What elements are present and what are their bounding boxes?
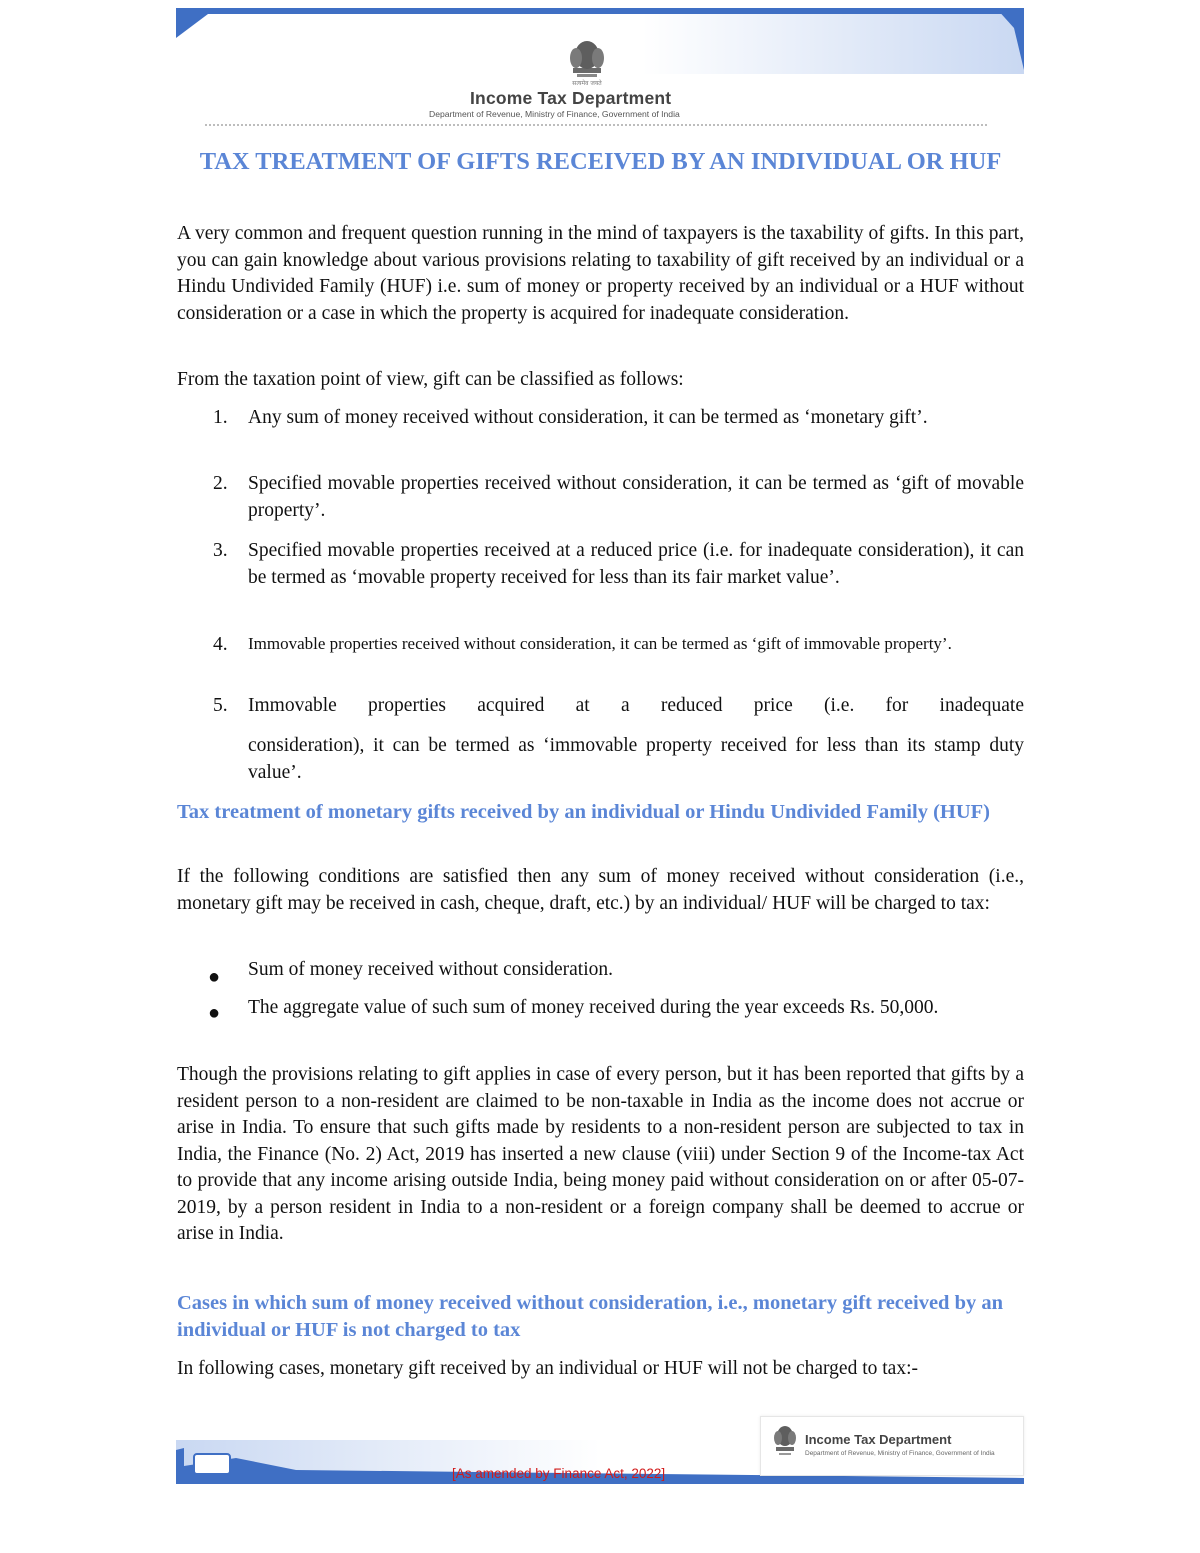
- list-item-continuation: consideration), it can be termed as ‘immovable property received for less than its stamp duty value’.: [248, 735, 1024, 783]
- footer-department-subtitle: Department of Revenue, Ministry of Finance, Government of India: [805, 1450, 995, 1457]
- section-heading-exempt-cases: Cases in which sum of money received without consideration, i.e., monetary gift received by an individual or HUF is not charged to tax: [177, 1292, 1004, 1341]
- section2-paragraph: In following cases, monetary gift received by an individual or HUF will not be charged to tax:-: [177, 1358, 918, 1379]
- section1-paragraph-2: Though the provisions relating to gift applies in case of every person, but it has been reported that gifts by a resident person to a non-resident are claimed to be non-taxable in India as the income does not accrue or arise in India. To ensure that such gifts made by residents to a non-resident person are subjected to tax in India, the Finance (No. 2) Act, 2019 has inserted a new clause (viii) under Section 9 of the Income-tax Act to provide that any income arising outside India, being money paid without consideration on or after 05-07-2019, by a person resident in India to a non-resident or a foreign company shall be deemed to accrue or arise in India.: [177, 1064, 1024, 1244]
- list-item-number: 2.: [213, 473, 228, 494]
- list-item-number: 3.: [213, 540, 228, 561]
- list-item-number: 4.: [213, 634, 228, 655]
- header-divider: [205, 124, 987, 126]
- section-heading-monetary-gifts: Tax treatment of monetary gifts received by an individual or Hindu Undivided Family (HUF): [177, 801, 991, 823]
- bullet-item: Sum of money received without consideration.: [248, 959, 613, 980]
- list-item: Immovable properties received without consideration, it can be termed as ‘gift of immovable property’.: [248, 634, 952, 653]
- bullet-item: The aggregate value of such sum of money received during the year exceeds Rs. 50,000.: [248, 997, 939, 1018]
- list-item-number: 5.: [213, 695, 228, 716]
- department-subtitle: Department of Revenue, Ministry of Finance, Government of India: [429, 109, 680, 119]
- list-item-number: 1.: [213, 407, 228, 428]
- list-item: Immovable properties acquired at a reduced price (i.e. for inadequate: [248, 695, 1024, 716]
- intro-paragraph: A very common and frequent question running in the mind of taxpayers is the taxability of gifts. In this part, you can gain knowledge about various provisions relating to taxability of gift received by an individual or a Hindu Undivided Family (HUF) i.e. sum of money or property received by an individual or a HUF without consideration or a case in which the property is acquired for inadequate consideration.: [177, 223, 1024, 324]
- list-item: Any sum of money received without consideration, it can be termed as ‘monetary gift’.: [248, 407, 928, 428]
- emblem-motto: सत्यमेव जयते: [572, 80, 602, 87]
- national-emblem-icon: [772, 1424, 798, 1460]
- footer-department-name: Income Tax Department: [805, 1432, 952, 1447]
- bullet-icon: ●: [208, 1002, 221, 1024]
- list-item: Specified movable properties received without consideration, it can be termed as ‘gift of movable property’.: [248, 473, 1024, 521]
- bullet-icon: ●: [208, 966, 221, 988]
- section1-paragraph: If the following conditions are satisfied then any sum of money received without consideration (i.e., monetary gift may be received in cash, cheque, draft, etc.) by an individual/ HUF will be charged to tax:: [177, 866, 1024, 914]
- document-title: TAX TREATMENT OF GIFTS RECEIVED BY AN INDIVIDUAL OR HUF: [199, 148, 1002, 175]
- list-item: Specified movable properties received at a reduced price (i.e. for inadequate consideration), it can be termed as ‘movable property received for less than its fair market value’.: [248, 540, 1024, 588]
- national-emblem-icon: [565, 38, 609, 88]
- amendment-note: [As amended by Finance Act, 2022]: [452, 1466, 666, 1481]
- department-name: Income Tax Department: [470, 88, 672, 108]
- classification-intro: From the taxation point of view, gift can be classified as follows:: [177, 369, 684, 390]
